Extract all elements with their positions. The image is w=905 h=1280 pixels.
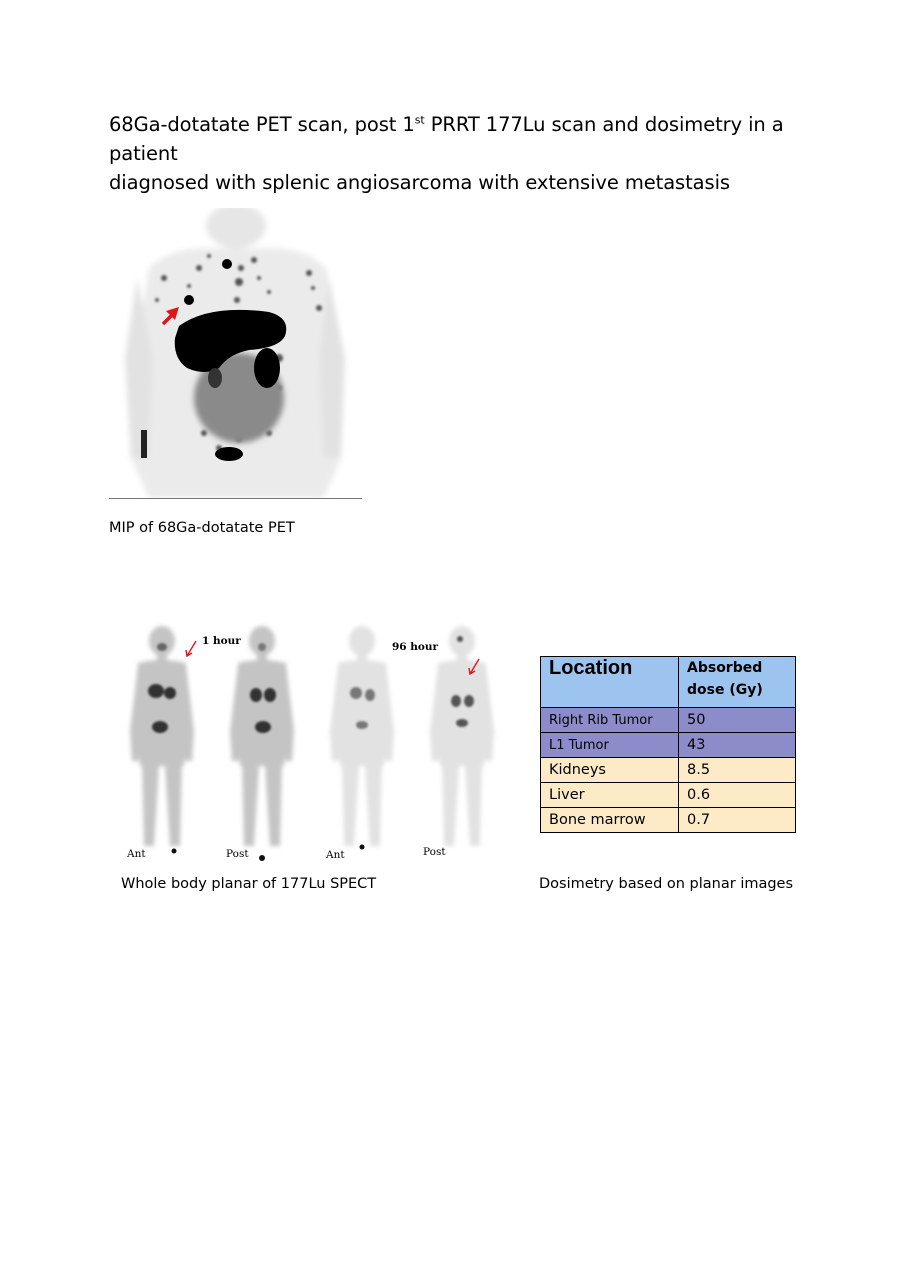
row-dose: 43 [679, 733, 796, 758]
row-location: Right Rib Tumor [541, 708, 679, 733]
row-dose: 0.7 [679, 808, 796, 833]
body-1h-posterior [230, 626, 294, 846]
table-row [541, 808, 796, 833]
label-ant-1: Ant [127, 848, 146, 860]
body-96h-anterior [330, 626, 394, 846]
row-location: L1 Tumor [541, 733, 679, 758]
table-header-row [541, 657, 796, 708]
title-line2: diagnosed with splenic angiosarcoma with extensive metastasis [109, 171, 730, 194]
planar-caption: Whole body planar of 177Lu SPECT [121, 876, 377, 892]
page-title [109, 110, 809, 197]
table-row [541, 783, 796, 808]
row-dose: 8.5 [679, 758, 796, 783]
table-row [541, 758, 796, 783]
row-location: Kidneys [541, 758, 679, 783]
title-superscript: st [414, 113, 425, 127]
label-96-hour: 96 hour [392, 641, 439, 653]
header-location: Location [541, 657, 679, 708]
row-dose: 0.6 [679, 783, 796, 808]
planar-images [112, 621, 507, 862]
label-ant-2: Ant [326, 849, 345, 861]
table-row [541, 708, 796, 733]
body-1h-anterior [130, 626, 194, 846]
table-row [541, 733, 796, 758]
label-1-hour: 1 hour [202, 635, 241, 647]
pet-caption: MIP of 68Ga-dotatate PET [109, 520, 295, 536]
pet-mip-image [109, 208, 362, 499]
label-post-2: Post [423, 846, 446, 858]
title-part1: 68Ga-dotatate PET scan, post 1 [109, 113, 415, 136]
header-absorbed-dose: Absorbed dose (Gy) [679, 657, 796, 708]
pet-mip-illustration [109, 208, 362, 498]
row-dose: 50 [679, 708, 796, 733]
row-location: Bone marrow [541, 808, 679, 833]
label-post-1: Post [226, 848, 249, 860]
row-location: Liver [541, 783, 679, 808]
title-part2: PRRT 177Lu scan and dosimetry in a patient [109, 113, 784, 165]
body-96h-posterior [430, 626, 494, 846]
dosimetry-caption: Dosimetry based on planar images [539, 876, 794, 892]
planar-illustration [112, 621, 507, 862]
dosimetry-table [540, 656, 796, 833]
